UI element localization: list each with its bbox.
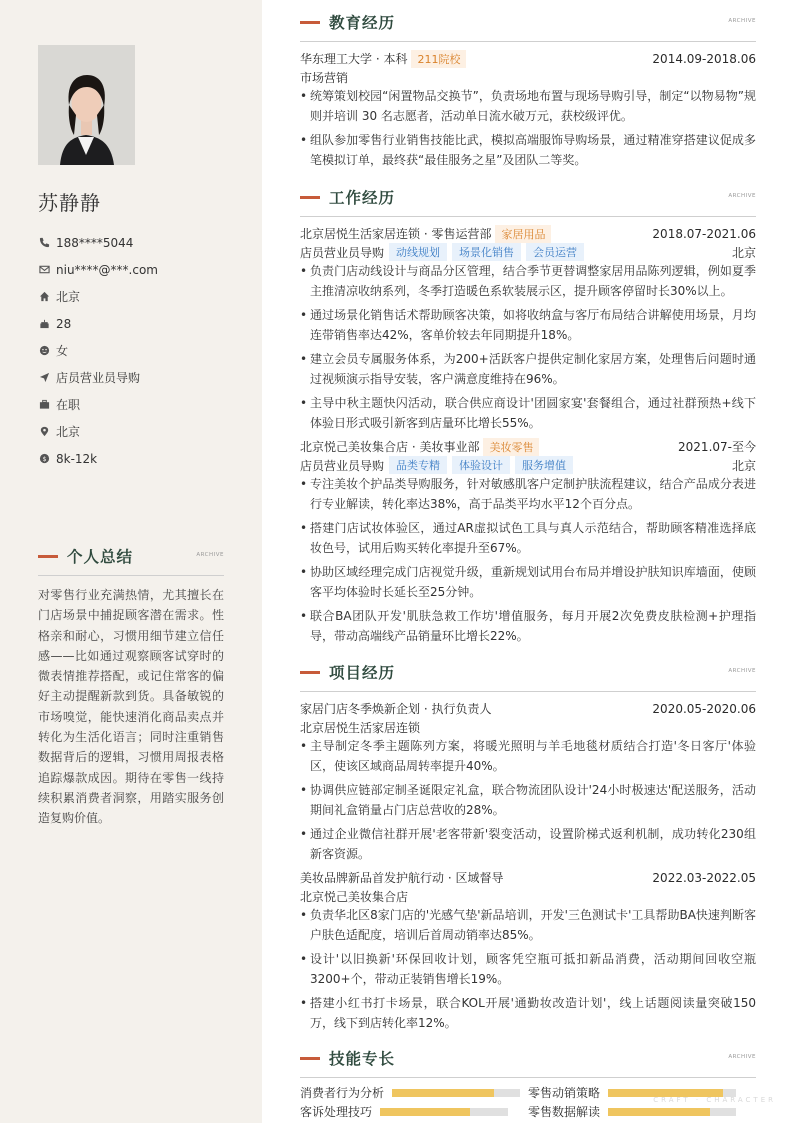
skill-name: 消费者行为分析 [300, 1086, 385, 1100]
skill-name: 零售数据解读 [528, 1105, 601, 1119]
briefcase-icon [38, 399, 50, 411]
skill-tag: 品类专精 [389, 456, 447, 474]
skill-bar-fill [380, 1108, 470, 1116]
section-divider [300, 691, 756, 692]
project-head [300, 868, 756, 887]
project-name: 家居门店冬季焕新企划 · 执行负责人 [300, 702, 492, 716]
skill-tag: 动线规划 [389, 243, 447, 261]
project-org-name: 北京居悦生活家居连锁 [300, 720, 421, 735]
info-email [38, 256, 158, 283]
skill-name: 零售动销策略 [528, 1086, 601, 1100]
skill-tag: 会员运营 [526, 243, 584, 261]
skill-name: 客诉处理技巧 [300, 1105, 373, 1119]
project-head [300, 699, 756, 718]
list-item: • 联合BA团队开发'肌肤急救工作坊'增值服务，每月开展2次免费皮肤检测+护理指导，带动高端线产品销量环比增长22%。 [300, 606, 756, 646]
section-divider [300, 216, 756, 217]
info-location-text: 北京 [56, 425, 81, 439]
skills-section [300, 1048, 756, 1078]
job-entry [300, 224, 756, 433]
list-item: • 负责华北区8家门店的'光感气垫'新品培训，开发'三色测试卡'工具帮助BA快速判断客户肤色适配度，培训后首周动销率达85%。 [300, 905, 756, 945]
contact-info-list [38, 229, 158, 472]
svg-text:$: $ [41, 454, 47, 463]
skill-bar [608, 1108, 736, 1116]
skill-item [528, 1103, 756, 1120]
list-item: • 通过企业微信社群开展'老客带新'裂变活动，设置阶梯式返利机制，成功转化230组新客资源。 [300, 824, 756, 864]
school-tag: 211院校 [411, 50, 466, 68]
job-bullets [300, 261, 756, 433]
section-divider [300, 1077, 756, 1078]
education-archive-label: ARCHIVE [728, 18, 756, 24]
education-section [300, 12, 756, 174]
education-date: 2014.09-2018.06 [652, 51, 756, 66]
work-header [300, 187, 756, 207]
list-item: • 通过场景化销售话术帮助顾客决策，如将收纳盒与客厅布局结合讲解使用场景，月均连带销售率达42%，客单价较去年同期提升18%。 [300, 305, 756, 345]
skill-bar-fill [392, 1089, 494, 1097]
salary-icon [38, 453, 50, 465]
section-accent-bar [300, 21, 320, 24]
project-org [300, 718, 756, 736]
job-tag: 美妆零售 [483, 438, 539, 456]
mail-icon [38, 264, 50, 276]
watermark: CRAFT · CHARACTER [653, 1096, 776, 1104]
list-item: • 组队参加零售行业销售技能比武，模拟高端服饰导购场景，通过精准穿搭建议促成多笔模拟订单，最终获“最佳服务之星”及团队二等奖。 [300, 130, 756, 170]
phone-icon [38, 237, 50, 249]
candidate-name: 苏静静 [38, 191, 101, 215]
job-date: 2021.07-至今 [678, 440, 756, 454]
project-date: 2022.03-2022.05 [652, 870, 756, 885]
job-sub [300, 243, 756, 261]
list-item: • 负责门店动线设计与商品分区管理，结合季节更替调整家居用品陈列逻辑，例如夏季主推清凉收纳系列，冬季打造暖色系软装展示区，提升顾客停留时长30%以上。 [300, 261, 756, 301]
project-entry [300, 868, 756, 1033]
skill-item [300, 1084, 528, 1101]
projects-archive-label: ARCHIVE [728, 668, 756, 674]
cake-icon [38, 318, 50, 330]
send-icon [38, 372, 50, 384]
summary-title: 个人总结 [67, 548, 134, 566]
section-accent-bar [300, 671, 320, 674]
projects-title: 项目经历 [329, 664, 396, 682]
gender-icon [38, 345, 50, 357]
info-age [38, 310, 158, 337]
project-org-name: 北京悦己美妆集合店 [300, 889, 409, 904]
info-salary [38, 445, 158, 472]
project-bullets [300, 905, 756, 1033]
list-item: • 主导制定冬季主题陈列方案，将暖光照明与羊毛地毯材质结合打造'冬日客厅'体验区，使该区域商品周转率提升40%。 [300, 736, 756, 776]
summary-text: 对零售行业充满热情，尤其擅长在门店场景中捕捉顾客潜在需求。性格亲和耐心，习惯用细节建立信任感——比如通过观察顾客试穿时的微表情推荐搭配，或记住常客的偏好主动提醒新款到货。具备敏锐的市场嗅觉，能快速消化商品卖点并转化为生活化语言；同时注重销售数据背后的逻辑，习惯用周报表格追踪爆款成因。期待在零售一线持续积累消费者洞察，用踏实服务创造复购价值。 [38, 588, 224, 826]
info-home [38, 283, 158, 310]
job-head [300, 224, 756, 243]
summary-section [38, 546, 224, 829]
project-org [300, 887, 756, 905]
home-icon [38, 291, 50, 303]
job-bullets [300, 474, 756, 646]
job-company: 北京悦己美妆集合店 · 美妆事业部 [300, 440, 480, 454]
info-position [38, 364, 158, 391]
skill-bar [392, 1089, 520, 1097]
section-accent-bar [300, 196, 320, 199]
education-title: 教育经历 [329, 14, 396, 32]
projects-section [300, 662, 756, 1037]
skill-bar-fill [608, 1108, 710, 1116]
education-bullets [300, 86, 756, 170]
job-head [300, 437, 756, 456]
project-entry [300, 699, 756, 864]
project-date: 2020.05-2020.06 [652, 701, 756, 716]
info-home-text: 北京 [56, 290, 81, 304]
info-age-text: 28 [56, 316, 72, 331]
info-gender-text: 女 [56, 344, 69, 358]
info-email-text: niu****@***.com [56, 262, 158, 277]
info-location [38, 418, 158, 445]
info-salary-text: 8k-12k [56, 451, 98, 466]
list-item: • 协调供应链部定制圣诞限定礼盒，联合物流团队设计'24小时极速达'配送服务，活动期间礼盒销量占门店总营收的28%。 [300, 780, 756, 820]
job-role: 店员营业员导购 [300, 458, 385, 473]
work-section [300, 187, 756, 650]
skill-row [300, 1102, 756, 1121]
skills-title: 技能专长 [329, 1050, 396, 1068]
major-name: 市场营销 [300, 70, 349, 85]
job-sub [300, 456, 756, 474]
projects-header [300, 662, 756, 682]
list-item: • 设计'以旧换新'环保回收计划，顾客凭空瓶可抵扣新品消费，活动期间回收空瓶3200+个，带动正装销售增长19%。 [300, 949, 756, 989]
education-entry-head [300, 49, 756, 68]
section-divider [300, 41, 756, 42]
list-item: • 搭建小红书打卡场景，联合KOL开展'通勤妆改造计划'，线上话题阅读量突破150万，线下到店转化率12%。 [300, 993, 756, 1033]
summary-header [38, 546, 224, 566]
section-accent-bar [300, 1057, 320, 1060]
job-role: 店员营业员导购 [300, 245, 385, 260]
location-icon [38, 426, 50, 438]
section-divider [38, 575, 224, 576]
sidebar [0, 0, 262, 1123]
skill-tag: 场景化销售 [452, 243, 521, 261]
info-status [38, 391, 158, 418]
project-bullets [300, 736, 756, 864]
project-name: 美妆品牌新品首发护航行动 · 区域督导 [300, 871, 504, 885]
list-item: • 建立会员专属服务体系，为200+活跃客户提供定制化家居方案，处理售后问题时通过视频演示指导安装，客户满意度维持在96%。 [300, 349, 756, 389]
info-status-text: 在职 [56, 398, 81, 412]
job-city: 北京 [731, 245, 756, 260]
job-city: 北京 [731, 458, 756, 473]
job-tag: 家居用品 [495, 225, 551, 243]
education-header [300, 12, 756, 32]
info-phone-text: 188****5044 [56, 235, 134, 250]
skill-item [300, 1103, 528, 1120]
skill-bar [380, 1108, 508, 1116]
work-archive-label: ARCHIVE [728, 193, 756, 199]
info-position-text: 店员营业员导购 [56, 371, 141, 385]
education-major [300, 68, 756, 86]
job-date: 2018.07-2021.06 [652, 226, 756, 241]
summary-archive-label: ARCHIVE [196, 552, 224, 558]
skills-archive-label: ARCHIVE [728, 1054, 756, 1060]
section-accent-bar [38, 555, 58, 558]
skill-tag: 服务增值 [515, 456, 573, 474]
list-item: • 主导中秋主题快闪活动，联合供应商设计'团圆家宴'套餐组合，通过社群预热+线下体验日形式吸引新客到店量环比增长55%。 [300, 393, 756, 433]
skills-header [300, 1048, 756, 1068]
info-gender [38, 337, 158, 364]
info-phone [38, 229, 158, 256]
job-company: 北京居悦生活家居连锁 · 零售运营部 [300, 227, 492, 241]
list-item: • 统筹策划校园“闲置物品交换节”，负责场地布置与现场导购引导，制定“以物易物”规则并培训 30 名志愿者，活动单日流水破万元，获校级评优。 [300, 86, 756, 126]
school-name: 华东理工大学 · 本科 [300, 52, 408, 66]
skill-tag: 体验设计 [452, 456, 510, 474]
list-item: • 搭建门店试妆体验区，通过AR虚拟试色工具与真人示范结合，帮助顾客精准选择底妆色号，试用后购买转化率提升至67%。 [300, 518, 756, 558]
job-entry [300, 437, 756, 646]
list-item: • 专注美妆个护品类导购服务，针对敏感肌客户定制护肤流程建议，结合产品成分表进行专业解读，转化率达38%，高于品类平均水平12个百分点。 [300, 474, 756, 514]
work-title: 工作经历 [329, 189, 396, 207]
profile-photo [38, 45, 135, 165]
list-item: • 协助区域经理完成门店视觉升级，重新规划试用台布局并增设护肤知识库墙面，使顾客平均体验时长延长至25分钟。 [300, 562, 756, 602]
